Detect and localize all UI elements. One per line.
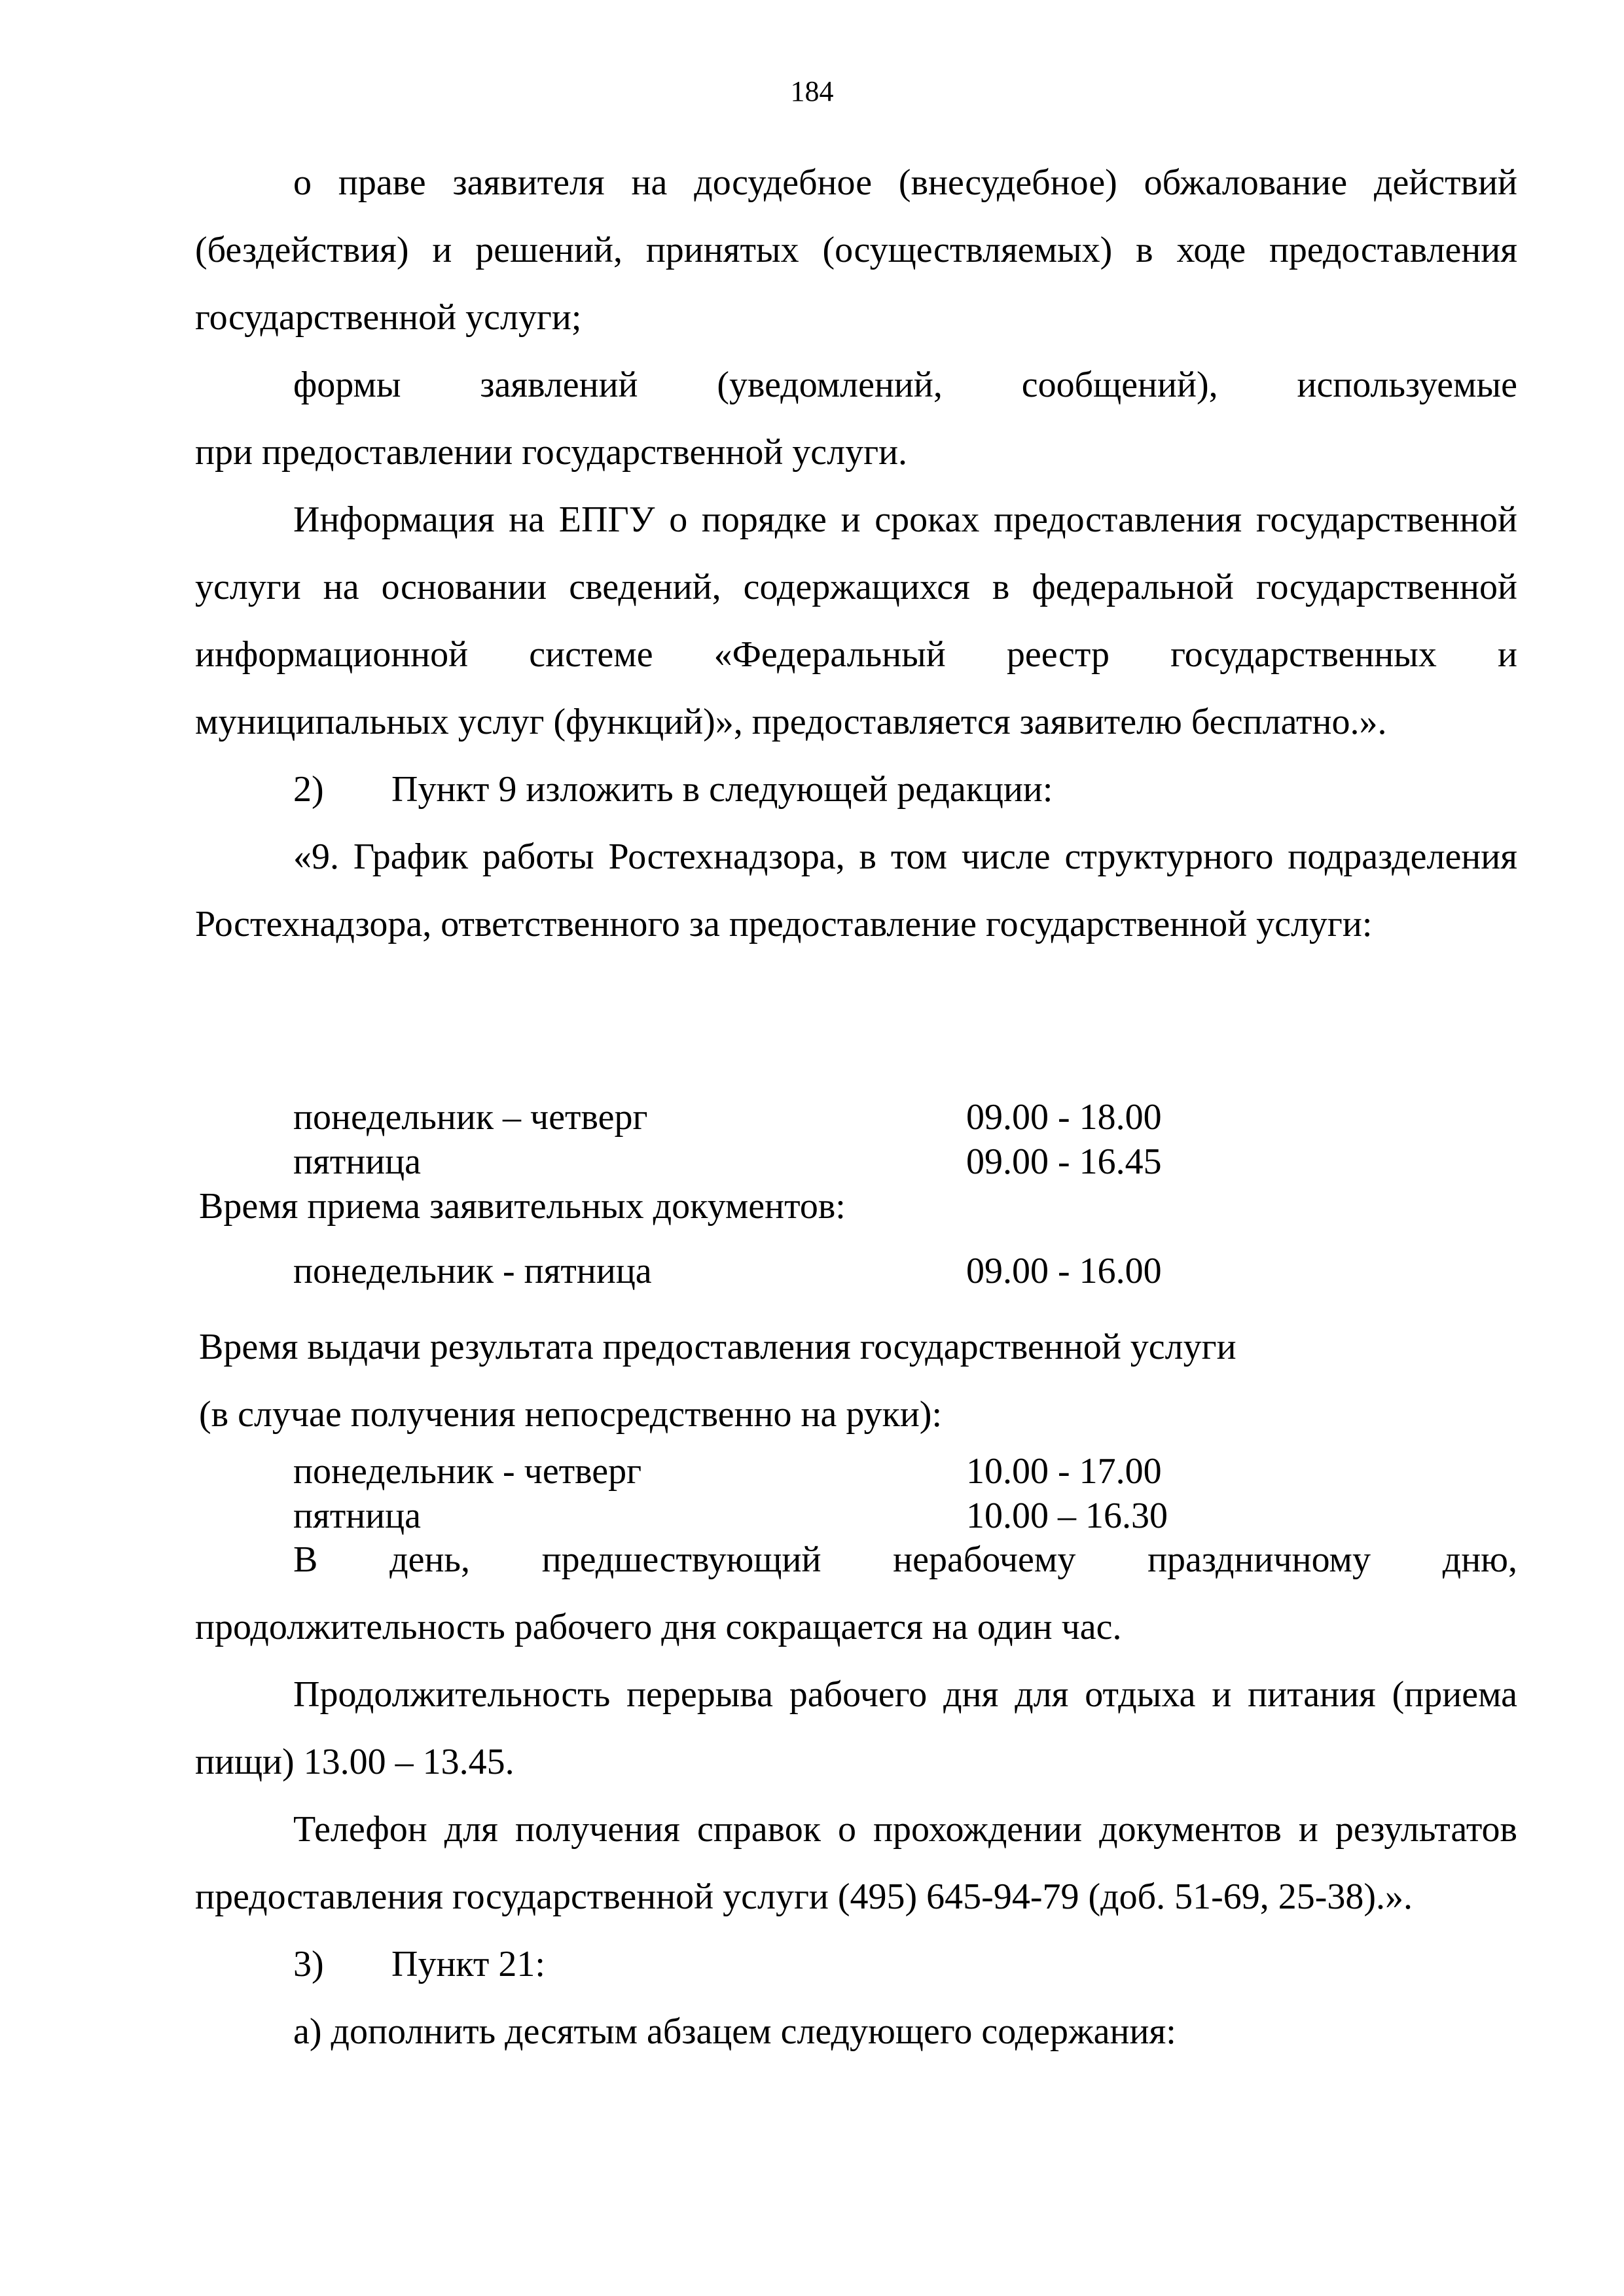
- paragraph-break-note: Продолжительность перерыва рабочего дня для отдыха и питания (приема пищи) 13.00 – 13.45.: [195, 1674, 1517, 1782]
- list-item-number: 2): [293, 769, 324, 810]
- paragraph-epgu-info: Информация на ЕПГУ о порядке и сроках предоставления государственной услуги на основании сведений, содержащихся в федеральной государственной информационной системе «Федеральный реестр государственных и муниципальных услуг (функций)», предоставляется заявителю бесплатно.».: [195, 499, 1517, 742]
- schedule-time: 09.00 - 16.45: [966, 1141, 1162, 1182]
- list-item-3: [195, 1931, 1517, 1998]
- list-item-text: Пункт 21:: [391, 1944, 545, 1984]
- paragraph-holiday-note: В день, предшествующий нерабочему праздничному дню, продолжительность рабочего дня сокращается на один час.: [195, 1539, 1517, 1647]
- document-body-top: [195, 149, 1517, 958]
- subitem-a: а) дополнить десятым абзацем следующего содержания:: [293, 2011, 1176, 2052]
- page-number: 184: [790, 75, 834, 107]
- schedule-row: [195, 1449, 1517, 1494]
- schedule-row: [195, 1249, 1517, 1293]
- schedule-time: 09.00 - 16.00: [966, 1251, 1162, 1291]
- list-item-text: Пункт 9 изложить в следующей редакции:: [391, 769, 1053, 810]
- reception-label: Время приема заявительных документов:: [199, 1186, 846, 1227]
- schedule-time: 10.00 - 17.00: [966, 1451, 1162, 1492]
- schedule-time: 10.00 – 16.30: [966, 1496, 1168, 1536]
- schedule-row: [195, 1139, 1517, 1184]
- issue-label-line1: Время выдачи результата предоставления государственной услуги: [199, 1327, 1236, 1367]
- list-item-number: 3): [293, 1944, 324, 1984]
- document-body-bottom: [195, 1526, 1517, 2066]
- paragraph-work-schedule-intro: «9. График работы Ростехнадзора, в том числе структурного подразделения Ростехнадзора, ответственного за предоставление государственной услуги:: [195, 836, 1517, 944]
- schedule-day: понедельник - четверг: [293, 1451, 642, 1492]
- schedule-block: [195, 1095, 1517, 1229]
- paragraph-forms-line2: при предоставлении государственной услуги.: [195, 432, 908, 473]
- schedule-day: понедельник – четверг: [293, 1097, 648, 1138]
- reception-schedule-block: [195, 1249, 1517, 1293]
- schedule-time: 09.00 - 18.00: [966, 1097, 1162, 1138]
- paragraph-appeal-rights: о праве заявителя на досудебное (внесудебное) обжалование действий (бездействия) и решений, принятых (осуществляемых) в ходе предоставления государственной услуги;: [195, 162, 1517, 338]
- paragraph-forms-line1: формы заявлений (уведомлений, сообщений), используемые: [293, 365, 1517, 405]
- schedule-day: пятница: [293, 1496, 421, 1536]
- schedule-day: понедельник - пятница: [293, 1251, 652, 1291]
- issue-schedule-block: [195, 1449, 1517, 1538]
- issue-label-block: [195, 1314, 1517, 1448]
- issue-label-line2: (в случае получения непосредственно на руки):: [199, 1394, 943, 1435]
- schedule-day: пятница: [293, 1141, 421, 1182]
- schedule-row: [195, 1095, 1517, 1139]
- list-item-2: [195, 756, 1517, 823]
- paragraph-phone-note: Телефон для получения справок о прохождении документов и результатов предоставления государственной услуги (495) 645-94-79 (доб. 51-69, 25-38).».: [195, 1809, 1517, 1917]
